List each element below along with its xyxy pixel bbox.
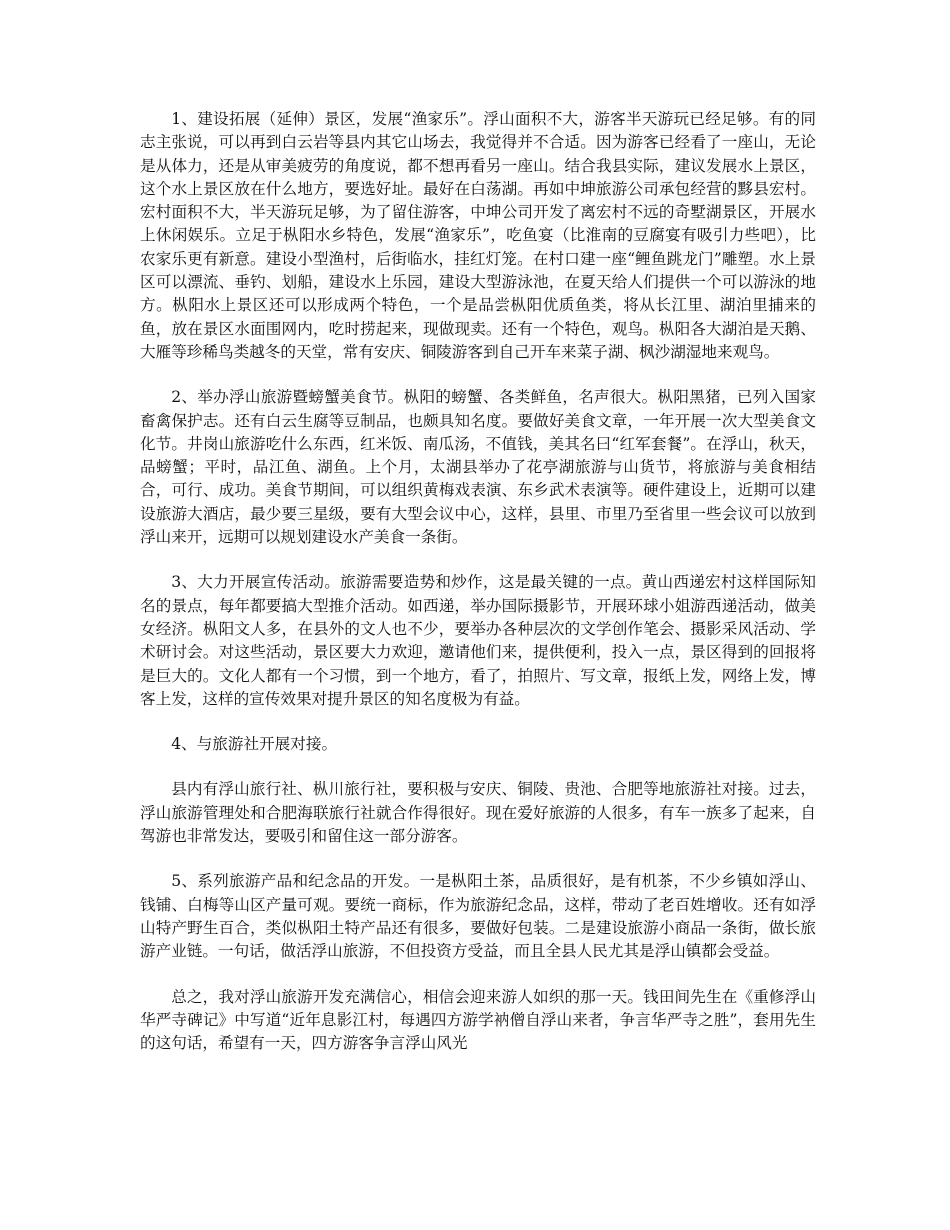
document-body: [140, 108, 816, 1077]
paragraph-6: 5、系列旅游产品和纪念品的开发。一是枞阳土茶，品质很好，是有机茶，不少乡镇如浮山、钱铺、白梅等山区产量可观。要统一商标，作为旅游纪念品，这样，带动了老百姓增收。还有如浮山特产野生百合，类似枞阳土特产品还有很多，要做好包装。二是建设旅游小商品一条街，做长旅游产业链。一句话，做活浮山旅游，不但投资方受益，而且全县人民尤其是浮山镇都会受益。: [140, 872, 816, 961]
paragraph-5: 县内有浮山旅行社、枞川旅行社，要积极与安庆、铜陵、贵池、合肥等地旅游社对接。过去，浮山旅游管理处和合肥海联旅行社就合作得很好。现在爱好旅游的人很多，有车一族多了起来，自驾游也非常发达，要吸引和留住这一部分游客。: [140, 780, 816, 846]
paragraph-7: 总之，我对浮山旅游开发充满信心，相信会迎来游人如织的那一天。钱田间先生在《重修浮山华严寺碑记》中写道“近年息影江村，每遇四方游学衲僧自浮山来者，争言华严寺之胜”，套用先生的这句话，希望有一天，四方游客争言浮山风光: [140, 987, 816, 1053]
paragraph-3: 3、大力开展宣传活动。旅游需要造势和炒作，这是最关键的一点。黄山西递宏村这样国际知名的景点，每年都要搞大型推介活动。如西递，举办国际摄影节，开展环球小姐游西递活动，做美女经济。枞阳文人多，在县外的文人也不少，要举办各种层次的文学创作笔会、摄影采风活动、学术研讨会。对这些活动，景区要大力欢迎，邀请他们来，提供便利，投入一点，景区得到的回报将是巨大的。文化人都有一个习惯，到一个地方，看了，拍照片、写文章，报纸上发，网络上发，博客上发，这样的宣传效果对提升景区的知名度极为有益。: [140, 573, 816, 708]
paragraph-4: 4、与旅游社开展对接。: [171, 735, 338, 754]
paragraph-2: 2、举办浮山旅游暨螃蟹美食节。枞阳的螃蟹、各类鲜鱼，名声很大。枞阳黑猪，已列入国家畜禽保护志。还有白云生腐等豆制品，也颇具知名度。要做好美食文章，一年开展一次大型美食文化节。井岗山旅游吃什么东西，红米饭、南瓜汤，不值钱，美其名曰“红军套餐”。在浮山，秋天，品螃蟹；平时，品江鱼、湖鱼。上个月，太湖县举办了花亭湖旅游与山货节，将旅游与美食相结合，可行、成功。美食节期间，可以组织黄梅戏表演、东乡武术表演等。硬件建设上，近期可以建设旅游大酒店，最少要三星级，要有大型会议中心，这样，县里、市里乃至省里一些会议可以放到浮山来开，远期可以规划建设水产美食一条街。: [140, 388, 816, 547]
paragraph-1: 1、建设拓展（延伸）景区，发展“渔家乐”。浮山面积不大，游客半天游玩已经足够。有的同志主张说，可以再到白云岩等县内其它山场去，我觉得并不合适。因为游客已经看了一座山，无论是从体力，还是从审美疲劳的角度说，都不想再看另一座山。结合我县实际，建议发展水上景区，这个水上景区放在什么地方，要选好址。最好在白荡湖。再如中坤旅游公司承包经营的黟县宏村。宏村面积不大，半天游玩足够，为了留住游客，中坤公司开发了离宏村不远的奇墅湖景区，开展水上休闲娱乐。立足于枞阳水乡特色，发展“渔家乐”，吃鱼宴（比淮南的豆腐宴有吸引力些吧），比农家乐更有新意。建设小型渔村，后街临水，挂红灯笼。在村口建一座“鲤鱼跳龙门”雕塑。水上景区可以漂流、垂钓、划船，建设水上乐园，建设大型游泳池，在夏天给人们提供一个可以游泳的地方。枞阳水上景区还可以形成两个特色，一个是品尝枞阳优质鱼类，将从长江里、湖泊里捕来的鱼，放在景区水面围网内，吃时捞起来，现做现卖。还有一个特色，观鸟。枞阳各大湖泊是天鹅、大雁等珍稀鸟类越冬的天堂，常有安庆、铜陵游客到自己开车来菜子湖、枫沙湖湿地来观鸟。: [140, 110, 816, 361]
